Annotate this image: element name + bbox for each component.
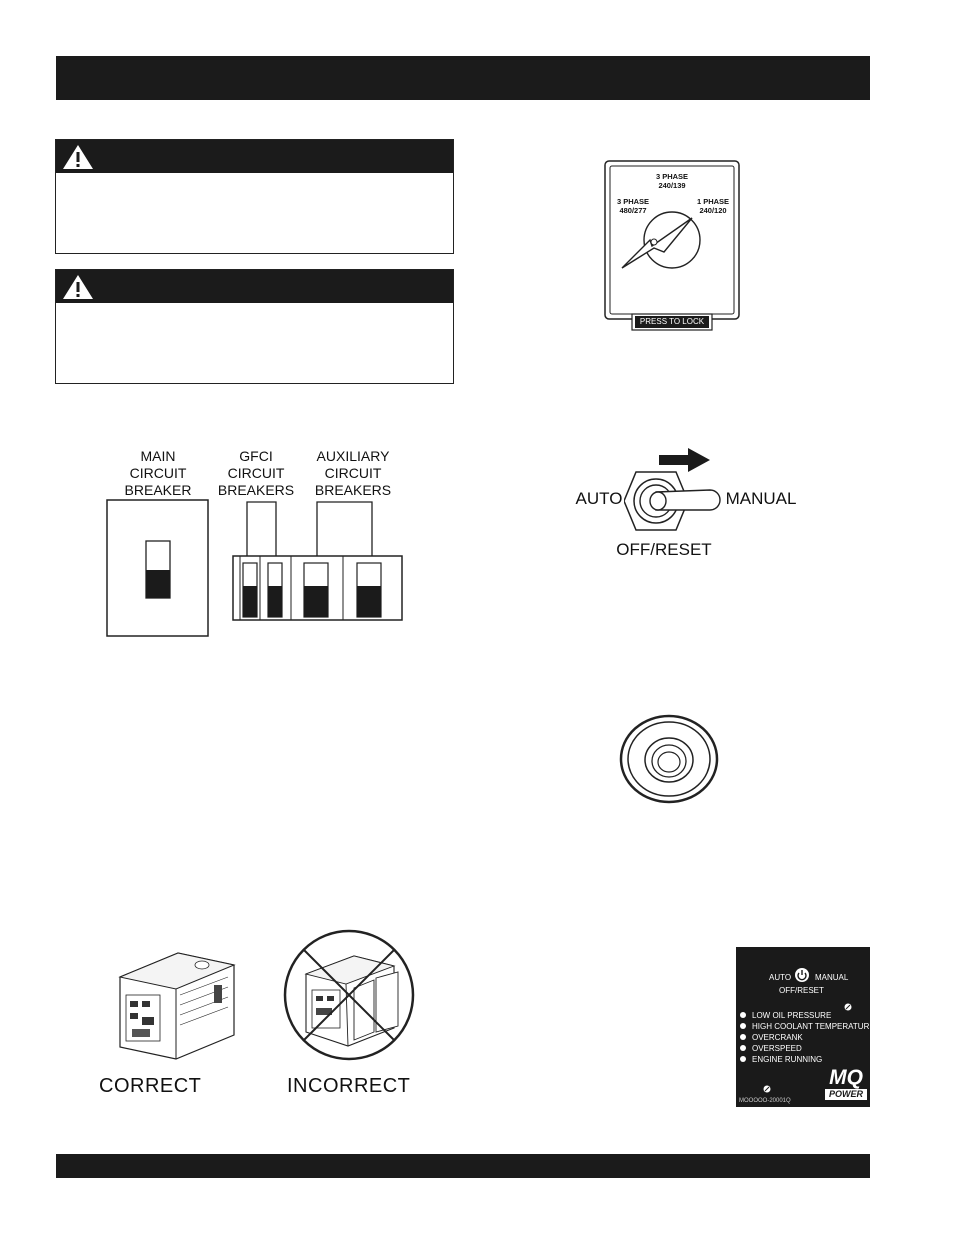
arrow-right-icon: [656, 448, 712, 472]
panel-screw-icon: [844, 998, 852, 1006]
warning-icon: [62, 144, 94, 170]
warning-icon: [62, 274, 94, 300]
lamp-label: OVERSPEED: [752, 1044, 802, 1053]
lamp-indicator: [740, 1056, 746, 1062]
selector-top-label: 3 PHASE 240/139: [655, 172, 689, 190]
lamp-indicator: [740, 1045, 746, 1051]
reset-button-drawing: [618, 713, 720, 805]
lamp-label: OVERCRANK: [752, 1033, 803, 1042]
correct-caption: CORRECT: [99, 1075, 202, 1097]
lamp-indicator: [740, 1034, 746, 1040]
warning-box-1: [55, 139, 454, 254]
toggle-auto-label: AUTO: [575, 489, 623, 508]
panel-manual-label: MANUAL: [815, 973, 849, 982]
aux-breaker-label: AUXILIARY CIRCUIT BREAKERS: [314, 448, 392, 498]
selector-right-label: 1 PHASE 240/120: [696, 197, 730, 215]
press-to-lock-label: PRESS TO LOCK: [639, 317, 705, 326]
lamp-label: LOW OIL PRESSURE: [752, 1011, 832, 1020]
toggle-switch-drawing: [624, 470, 724, 532]
panel-part-code: MOOOOO-20001Q: [739, 1098, 791, 1104]
generator-incorrect-illustration: [282, 928, 416, 1062]
voltage-selector-figure: [604, 160, 740, 332]
selector-left-label: 3 PHASE 480/277: [616, 197, 650, 215]
generator-correct-illustration: [118, 935, 236, 1065]
lamp-indicator: [740, 1023, 746, 1029]
mq-power-logo: MQ POWER: [823, 1068, 869, 1106]
warning-bar: [56, 270, 453, 303]
toggle-manual-label: MANUAL: [725, 489, 797, 508]
incorrect-caption: INCORRECT: [287, 1075, 411, 1097]
panel-auto-label: AUTO: [769, 973, 792, 982]
control-panel: [736, 947, 875, 1107]
header-band: [56, 56, 870, 100]
warning-box-2: [55, 269, 454, 384]
lamp-label: HIGH COOLANT TEMPERATURE: [752, 1022, 875, 1031]
lamp-indicator: [740, 1012, 746, 1018]
lamp-label: ENGINE RUNNING: [752, 1055, 823, 1064]
toggle-off-reset-label: OFF/RESET: [616, 540, 712, 559]
main-breaker-label: MAIN CIRCUIT BREAKER: [124, 448, 192, 498]
power-icon: [794, 967, 810, 983]
panel-off-reset-label: OFF/RESET: [779, 986, 824, 995]
breaker-drawing: [106, 498, 406, 638]
panel-screw-icon: [763, 1080, 771, 1088]
warning-bar: [56, 140, 453, 173]
footer-band: [56, 1154, 870, 1178]
gfci-breaker-label: GFCI CIRCUIT BREAKERS: [217, 448, 295, 498]
